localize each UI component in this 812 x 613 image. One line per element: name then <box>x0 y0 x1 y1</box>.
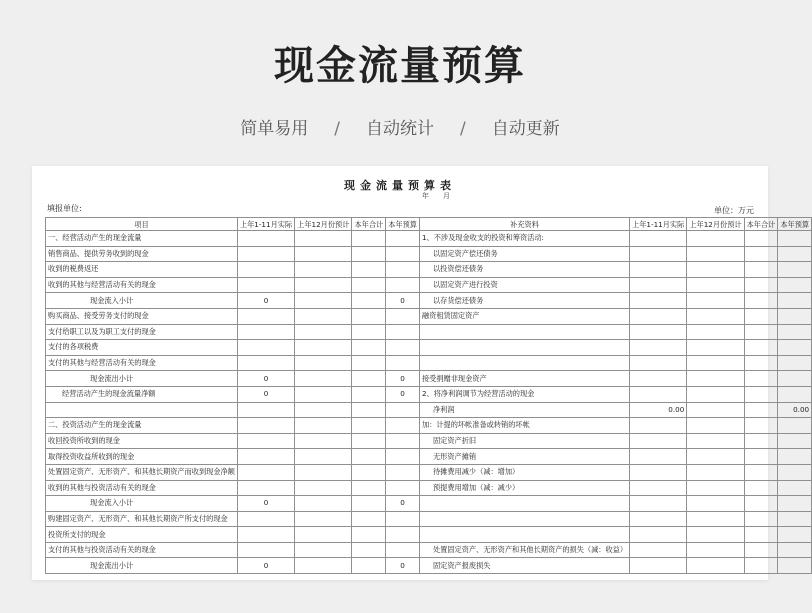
value-cell[interactable] <box>386 449 420 465</box>
value-cell[interactable] <box>778 558 812 574</box>
value-cell[interactable] <box>744 542 778 558</box>
value-cell[interactable]: 0 <box>237 386 294 402</box>
value-cell[interactable] <box>386 262 420 278</box>
supplement-label-cell[interactable]: 2、将净利润调节为经营活动的现金 <box>419 386 629 402</box>
value-cell[interactable] <box>237 449 294 465</box>
value-cell[interactable] <box>778 340 812 356</box>
value-cell[interactable] <box>352 433 386 449</box>
value-cell[interactable] <box>352 558 386 574</box>
tag-separator: / <box>460 119 466 139</box>
supplement-label-cell[interactable]: 以固定资产偿还债务 <box>419 246 629 262</box>
value-cell[interactable] <box>386 277 420 293</box>
value-cell[interactable] <box>386 433 420 449</box>
item-label-cell[interactable]: 现金流出小计 <box>46 558 238 574</box>
table-row <box>46 308 812 324</box>
value-cell[interactable] <box>237 308 294 324</box>
value-cell[interactable] <box>778 496 812 512</box>
supplement-label-cell[interactable]: 以固定资产进行投资 <box>419 277 629 293</box>
value-cell[interactable] <box>744 246 778 262</box>
table-row <box>46 496 812 512</box>
table-row <box>46 386 812 402</box>
value-cell[interactable] <box>744 402 778 418</box>
value-cell[interactable] <box>386 246 420 262</box>
value-cell[interactable] <box>352 308 386 324</box>
value-cell[interactable] <box>630 262 687 278</box>
value-cell[interactable] <box>630 371 687 387</box>
value-cell[interactable] <box>295 371 352 387</box>
value-cell[interactable] <box>295 262 352 278</box>
table-row <box>46 262 812 278</box>
item-label-cell[interactable]: 一、经营活动产生的现金流量 <box>46 231 238 247</box>
value-cell[interactable] <box>687 433 744 449</box>
value-cell[interactable] <box>295 277 352 293</box>
value-cell[interactable]: 0 <box>386 293 420 309</box>
value-cell[interactable] <box>386 308 420 324</box>
value-cell[interactable] <box>352 277 386 293</box>
value-cell[interactable] <box>687 449 744 465</box>
value-cell[interactable] <box>630 542 687 558</box>
value-cell[interactable] <box>744 386 778 402</box>
value-cell[interactable] <box>386 542 420 558</box>
value-cell[interactable] <box>237 418 294 434</box>
value-cell[interactable] <box>352 480 386 496</box>
table-row <box>46 558 812 574</box>
value-cell[interactable] <box>744 480 778 496</box>
value-cell[interactable] <box>237 433 294 449</box>
value-cell[interactable] <box>687 527 744 543</box>
table-row <box>46 418 812 434</box>
table-row <box>46 433 812 449</box>
value-cell[interactable] <box>687 542 744 558</box>
value-cell[interactable] <box>778 371 812 387</box>
cash-flow-table <box>45 217 812 574</box>
value-cell[interactable] <box>352 496 386 512</box>
value-cell[interactable] <box>744 277 778 293</box>
value-cell[interactable] <box>744 449 778 465</box>
value-cell[interactable] <box>630 386 687 402</box>
value-cell[interactable] <box>352 449 386 465</box>
supplement-label-cell[interactable]: 加：计提的坏帐准备或转销的坏帐 <box>419 418 629 434</box>
feature-tag: 简单易用 <box>240 119 309 139</box>
supplement-label-cell[interactable] <box>419 496 629 512</box>
value-cell[interactable] <box>744 418 778 434</box>
table-row <box>46 371 812 387</box>
value-cell[interactable] <box>237 511 294 527</box>
value-cell[interactable] <box>352 231 386 247</box>
table-row <box>46 355 812 371</box>
table-row <box>46 511 812 527</box>
value-cell[interactable] <box>630 277 687 293</box>
value-cell[interactable] <box>687 371 744 387</box>
value-cell[interactable] <box>744 558 778 574</box>
supplement-label-cell[interactable]: 净利润 <box>419 402 629 418</box>
value-cell[interactable]: 0 <box>237 293 294 309</box>
value-cell[interactable] <box>687 355 744 371</box>
value-cell[interactable] <box>630 558 687 574</box>
value-cell[interactable] <box>237 231 294 247</box>
value-cell[interactable] <box>778 464 812 480</box>
item-label-cell[interactable]: 购买商品、接受劳务支付的现金 <box>46 308 238 324</box>
value-cell[interactable] <box>295 340 352 356</box>
value-cell[interactable] <box>744 511 778 527</box>
value-cell[interactable] <box>295 449 352 465</box>
supplement-label-cell[interactable]: 固定资产折旧 <box>419 433 629 449</box>
value-cell[interactable] <box>778 386 812 402</box>
value-cell[interactable] <box>237 340 294 356</box>
value-cell[interactable] <box>237 464 294 480</box>
value-cell[interactable] <box>352 246 386 262</box>
value-cell[interactable] <box>386 402 420 418</box>
value-cell[interactable] <box>295 542 352 558</box>
currency-unit-label: 单位：万元 <box>714 206 754 215</box>
column-header: 本年预算 <box>386 218 420 231</box>
value-cell[interactable]: 0 <box>386 371 420 387</box>
value-cell[interactable] <box>630 324 687 340</box>
value-cell[interactable] <box>295 511 352 527</box>
value-cell[interactable] <box>778 433 812 449</box>
value-cell[interactable] <box>237 480 294 496</box>
value-cell[interactable] <box>630 418 687 434</box>
item-label-cell[interactable]: 经营活动产生的现金流量净额 <box>46 386 238 402</box>
value-cell[interactable] <box>352 402 386 418</box>
value-cell[interactable] <box>778 277 812 293</box>
value-cell[interactable] <box>687 386 744 402</box>
value-cell[interactable] <box>778 231 812 247</box>
item-label-cell[interactable]: 支付的其他与投资活动有关的现金 <box>46 542 238 558</box>
spreadsheet-preview <box>32 166 810 580</box>
value-cell[interactable] <box>778 511 812 527</box>
table-row <box>46 231 812 247</box>
value-cell[interactable] <box>687 418 744 434</box>
item-label-cell[interactable]: 现金流入小计 <box>46 293 238 309</box>
value-cell[interactable] <box>630 231 687 247</box>
value-cell[interactable] <box>744 324 778 340</box>
value-cell[interactable] <box>352 324 386 340</box>
value-cell[interactable] <box>744 231 778 247</box>
value-cell[interactable] <box>687 293 744 309</box>
value-cell[interactable] <box>778 418 812 434</box>
supplement-label-cell[interactable] <box>419 355 629 371</box>
table-row <box>46 293 812 309</box>
feature-tag: 自动更新 <box>491 119 560 139</box>
value-cell[interactable]: 0.00 <box>630 402 687 418</box>
value-cell[interactable] <box>744 433 778 449</box>
value-cell[interactable] <box>778 527 812 543</box>
column-header: 上年12月份预计 <box>295 218 352 231</box>
supplement-label-cell[interactable]: 无形资产摊销 <box>419 449 629 465</box>
value-cell[interactable] <box>352 464 386 480</box>
value-cell[interactable] <box>687 308 744 324</box>
value-cell[interactable] <box>295 418 352 434</box>
value-cell[interactable] <box>687 480 744 496</box>
sheet-date <box>422 191 450 201</box>
value-cell[interactable] <box>687 262 744 278</box>
table-row <box>46 464 812 480</box>
value-cell[interactable] <box>237 262 294 278</box>
table-header-row <box>46 218 812 231</box>
item-label-cell[interactable]: 二、投资活动产生的现金流量 <box>46 418 238 434</box>
value-cell[interactable] <box>687 464 744 480</box>
supplement-label-cell[interactable] <box>419 511 629 527</box>
item-label-cell[interactable]: 现金流出小计 <box>46 371 238 387</box>
supplement-label-cell[interactable] <box>419 340 629 356</box>
value-cell[interactable] <box>744 293 778 309</box>
supplement-label-cell[interactable]: 融资租赁固定资产 <box>419 308 629 324</box>
value-cell[interactable] <box>295 231 352 247</box>
table-row <box>46 449 812 465</box>
page-title: 现金流量预算 <box>274 43 526 89</box>
value-cell[interactable] <box>630 308 687 324</box>
value-cell[interactable] <box>630 293 687 309</box>
value-cell[interactable] <box>778 480 812 496</box>
value-cell[interactable] <box>386 324 420 340</box>
value-cell[interactable] <box>295 433 352 449</box>
value-cell[interactable] <box>744 496 778 512</box>
value-cell[interactable] <box>744 340 778 356</box>
value-cell[interactable] <box>295 480 352 496</box>
supplement-label-cell[interactable] <box>419 527 629 543</box>
value-cell[interactable] <box>687 246 744 262</box>
table-row <box>46 480 812 496</box>
value-cell[interactable] <box>630 511 687 527</box>
table-row <box>46 324 812 340</box>
value-cell[interactable] <box>778 355 812 371</box>
value-cell[interactable] <box>778 324 812 340</box>
item-label-cell[interactable]: 购建固定资产、无形资产、和其他长期资产所支付的现金 <box>46 511 238 527</box>
value-cell[interactable] <box>386 527 420 543</box>
item-label-cell[interactable]: 收到的其他与经营活动有关的现金 <box>46 277 238 293</box>
value-cell[interactable] <box>237 402 294 418</box>
value-cell[interactable] <box>630 449 687 465</box>
value-cell[interactable] <box>744 355 778 371</box>
value-cell[interactable] <box>237 277 294 293</box>
value-cell[interactable] <box>386 418 420 434</box>
value-cell[interactable] <box>352 542 386 558</box>
value-cell[interactable] <box>630 480 687 496</box>
value-cell[interactable] <box>744 308 778 324</box>
value-cell[interactable] <box>352 293 386 309</box>
table-row <box>46 527 812 543</box>
sheet-title: 现金流量预算表 <box>344 179 456 192</box>
value-cell[interactable] <box>237 527 294 543</box>
value-cell[interactable] <box>630 355 687 371</box>
value-cell[interactable] <box>630 246 687 262</box>
value-cell[interactable] <box>687 324 744 340</box>
table-row <box>46 402 812 418</box>
value-cell[interactable] <box>778 246 812 262</box>
value-cell[interactable] <box>352 527 386 543</box>
value-cell[interactable]: 0 <box>237 558 294 574</box>
value-cell[interactable] <box>352 262 386 278</box>
item-label-cell[interactable]: 收回投资所收到的现金 <box>46 433 238 449</box>
value-cell[interactable] <box>295 293 352 309</box>
value-cell[interactable] <box>687 340 744 356</box>
supplement-label-cell[interactable]: 预提费用增加（减：减少） <box>419 480 629 496</box>
value-cell[interactable] <box>237 355 294 371</box>
value-cell[interactable] <box>778 449 812 465</box>
value-cell[interactable] <box>295 308 352 324</box>
value-cell[interactable] <box>295 355 352 371</box>
supplement-label-cell[interactable]: 以投资偿还债务 <box>419 262 629 278</box>
item-label-cell[interactable]: 取得投资收益所收到的现金 <box>46 449 238 465</box>
item-label-cell[interactable]: 支付的各项税费 <box>46 340 238 356</box>
value-cell[interactable] <box>237 542 294 558</box>
value-cell[interactable] <box>386 231 420 247</box>
value-cell[interactable] <box>352 386 386 402</box>
value-cell[interactable] <box>386 464 420 480</box>
value-cell[interactable] <box>295 527 352 543</box>
value-cell[interactable] <box>687 511 744 527</box>
value-cell[interactable] <box>352 371 386 387</box>
value-cell[interactable] <box>237 246 294 262</box>
value-cell[interactable] <box>778 542 812 558</box>
column-header: 上年12月份预计 <box>687 218 744 231</box>
table-row <box>46 246 812 262</box>
column-header: 本年合计 <box>352 218 386 231</box>
value-cell[interactable] <box>778 308 812 324</box>
value-cell[interactable] <box>352 418 386 434</box>
value-cell[interactable]: 0 <box>237 371 294 387</box>
value-cell[interactable] <box>386 511 420 527</box>
item-label-cell[interactable]: 处置固定资产、无形资产、和其他长期资产而收到现金净额 <box>46 464 238 480</box>
table-row <box>46 277 812 293</box>
supplement-label-cell[interactable]: 接受捐赠非现金资产 <box>419 371 629 387</box>
value-cell[interactable] <box>630 433 687 449</box>
column-header: 上年1-11月实际 <box>630 218 687 231</box>
value-cell[interactable] <box>386 480 420 496</box>
value-cell[interactable] <box>687 277 744 293</box>
value-cell[interactable]: 0 <box>386 558 420 574</box>
column-header: 补充资料 <box>419 218 629 231</box>
value-cell[interactable] <box>295 464 352 480</box>
column-header: 上年1-11月实际 <box>237 218 294 231</box>
column-header: 项目 <box>46 218 238 231</box>
tag-separator: / <box>334 119 340 139</box>
value-cell[interactable] <box>744 464 778 480</box>
value-cell[interactable] <box>687 558 744 574</box>
item-label-cell[interactable]: 支付的其他与经营活动有关的现金 <box>46 355 238 371</box>
item-label-cell[interactable]: 收到的税费返还 <box>46 262 238 278</box>
value-cell[interactable] <box>744 262 778 278</box>
value-cell[interactable] <box>778 262 812 278</box>
value-cell[interactable]: 0 <box>237 496 294 512</box>
item-label-cell[interactable]: 收到的其他与投资活动有关的现金 <box>46 480 238 496</box>
item-label-cell[interactable]: 投资所支付的现金 <box>46 527 238 543</box>
value-cell[interactable] <box>295 402 352 418</box>
value-cell[interactable]: 0 <box>386 496 420 512</box>
value-cell[interactable] <box>630 340 687 356</box>
value-cell[interactable] <box>386 355 420 371</box>
value-cell[interactable] <box>744 371 778 387</box>
value-cell[interactable] <box>630 464 687 480</box>
date-month: 月 <box>443 192 450 200</box>
value-cell[interactable]: 0 <box>386 386 420 402</box>
value-cell[interactable] <box>687 402 744 418</box>
reporting-unit-label: 填报单位: <box>47 204 82 213</box>
date-year: 年 <box>422 192 429 200</box>
value-cell[interactable] <box>630 496 687 512</box>
supplement-label-cell[interactable]: 待摊费用减少（减：增加） <box>419 464 629 480</box>
item-label-cell[interactable] <box>46 402 238 418</box>
table-row <box>46 542 812 558</box>
item-label-cell[interactable]: 销售商品、提供劳务收到的现金 <box>46 246 238 262</box>
value-cell[interactable] <box>295 496 352 512</box>
value-cell[interactable] <box>295 246 352 262</box>
value-cell[interactable] <box>630 527 687 543</box>
value-cell[interactable] <box>778 293 812 309</box>
value-cell[interactable] <box>352 511 386 527</box>
value-cell[interactable] <box>295 558 352 574</box>
column-header: 本年预算 <box>778 218 812 231</box>
value-cell[interactable] <box>687 231 744 247</box>
value-cell[interactable]: 0.00 <box>778 402 812 418</box>
supplement-label-cell[interactable]: 处置固定资产、无形资产和其他长期资产的损失（减：收益） <box>419 542 629 558</box>
feature-tags <box>0 114 800 139</box>
value-cell[interactable] <box>352 340 386 356</box>
value-cell[interactable] <box>352 355 386 371</box>
value-cell[interactable] <box>744 527 778 543</box>
value-cell[interactable] <box>386 340 420 356</box>
supplement-label-cell[interactable]: 1、不涉及现金收支的投资和筹资活动: <box>419 231 629 247</box>
value-cell[interactable] <box>295 324 352 340</box>
column-header: 本年合计 <box>744 218 778 231</box>
supplement-label-cell[interactable]: 以存货偿还债务 <box>419 293 629 309</box>
value-cell[interactable] <box>237 324 294 340</box>
table-row <box>46 340 812 356</box>
value-cell[interactable] <box>687 496 744 512</box>
supplement-label-cell[interactable]: 固定资产报废损失 <box>419 558 629 574</box>
item-label-cell[interactable]: 支付给职工以及为职工支付的现金 <box>46 324 238 340</box>
supplement-label-cell[interactable] <box>419 324 629 340</box>
feature-tag: 自动统计 <box>366 119 434 139</box>
item-label-cell[interactable]: 现金流入小计 <box>46 496 238 512</box>
value-cell[interactable] <box>295 386 352 402</box>
